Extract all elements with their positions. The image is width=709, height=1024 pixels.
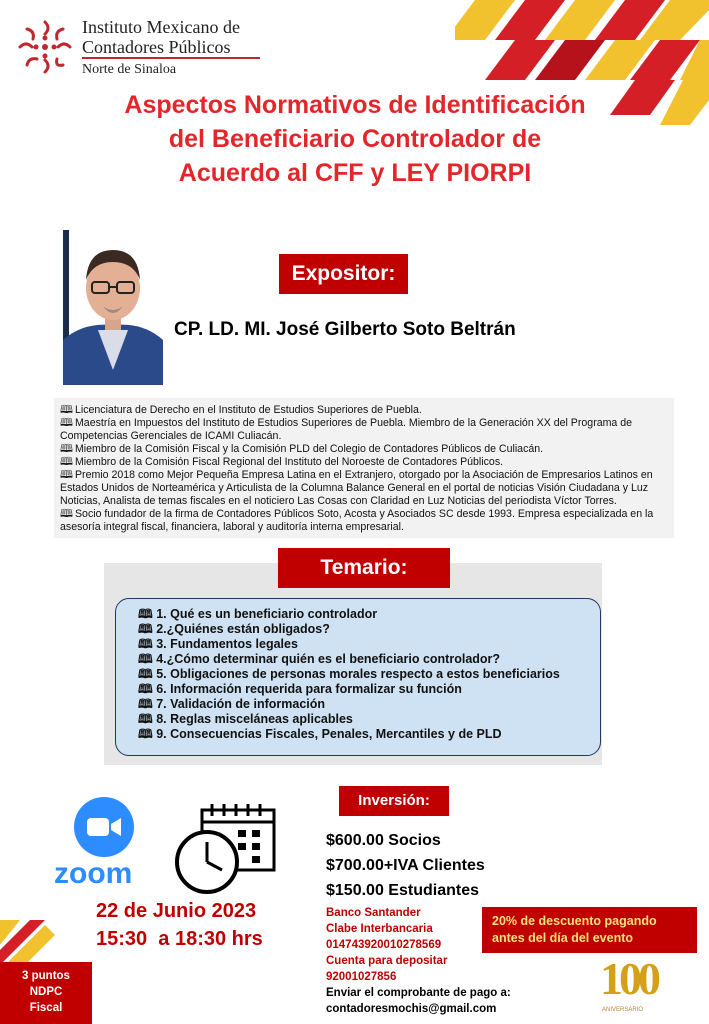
bookmark-icon: 🕮 [138, 622, 157, 636]
bio-item: 🕮 Socio fundador de la firma de Contadores Públicos Soto, Acosta y Asociados SC desde 1993. Empresa especializada en la asesoría integral fiscal, financiera, laboral y auditoría interna empresarial. [60, 508, 654, 533]
account-label: Cuenta para depositar [326, 955, 448, 967]
contact-email: contadoresmochis@gmail.com [326, 1003, 497, 1015]
price-clientes: $700.00+IVA Clientes [326, 857, 485, 874]
speaker-name: CP. LD. MI. José Gilberto Soto Beltrán [174, 319, 516, 340]
temario-item: 🕮 9. Consecuencias Fiscales, Penales, Mercantiles y de PLD [138, 727, 502, 741]
bookmark-icon: 🕮 [60, 508, 73, 520]
title-line1: Aspectos Normativos de Identificación [124, 91, 586, 119]
bio-item: 🕮 Licenciatura de Derecho en el Instituto de Estudios Superiores de Puebla. [60, 404, 422, 416]
temario-item: 🕮 1. Qué es un beneficiario controlador [138, 607, 378, 621]
title-line2: del Beneficiario Controlador de [168, 125, 542, 153]
logo-divider [82, 57, 260, 59]
temario-item: 🕮 8. Reglas misceláneas aplicables [138, 712, 353, 726]
points-line2: NDPC [29, 986, 63, 998]
clabe-number: 014743920010278569 [326, 939, 442, 951]
temario-item: 🕮 2.¿Quiénes están obligados? [138, 622, 330, 636]
speaker-photo [63, 230, 163, 385]
bookmark-icon: 🕮 [138, 637, 157, 651]
ndpc-points-badge [0, 962, 92, 1024]
org-name-line3: Norte de Sinaloa [82, 62, 177, 77]
price-socios: $600.00 Socios [326, 832, 441, 849]
imcp-logo-icon [14, 16, 76, 78]
temario-item: 🕮 4.¿Cómo determinar quién es el beneficiario controlador? [138, 652, 501, 666]
speaker-label: Expositor: [279, 254, 408, 294]
bookmark-icon: 🕮 [138, 712, 157, 726]
bookmark-icon: 🕮 [60, 404, 73, 416]
account-number: 92001027856 [326, 971, 397, 983]
bookmark-icon: 🕮 [138, 607, 157, 621]
discount-banner: 20% de descuento pagando antes del día del evento [482, 907, 697, 953]
bookmark-icon: 🕮 [60, 456, 73, 468]
bio-item: 🕮 Maestría en Impuestos del Instituto de Estudios Superiores de Puebla. Miembro de la Generación XX del Programa de Competencias Gerenciales de ICAMI Culiacán. [60, 417, 633, 442]
org-name-line2: Contadores Públicos [82, 37, 231, 57]
price-estudiantes: $150.00 Estudiantes [326, 882, 479, 899]
event-time: 15:30 a 18:30 hrs [96, 928, 263, 950]
bookmark-icon: 🕮 [60, 469, 73, 481]
bookmark-icon: 🕮 [60, 417, 73, 429]
anniversary-caption: ANIVERSARIO [602, 1007, 644, 1013]
bank-name: Banco Santander [326, 907, 421, 919]
bookmark-icon: 🕮 [138, 652, 157, 666]
event-title [60, 88, 650, 190]
zoom-camera-icon [74, 797, 134, 857]
price-list [326, 828, 485, 903]
bookmark-icon: 🕮 [138, 727, 157, 741]
bookmark-icon: 🕮 [138, 667, 157, 681]
send-receipt-label: Enviar el comprobante de pago a: [326, 987, 511, 999]
title-line3: Acuerdo al CFF y LEY PIORPI [178, 159, 532, 187]
temario-item: 🕮 7. Validación de información [138, 697, 326, 711]
temario-item: 🕮 3. Fundamentos legales [138, 637, 298, 651]
temario-label: Temario: [278, 548, 450, 588]
clabe-label: Clabe Interbancaria [326, 923, 433, 935]
points-line1: 3 puntos [22, 970, 70, 982]
org-name [82, 17, 240, 79]
temario-item: 🕮 6. Información requerida para formalizar su función [138, 682, 462, 696]
calendar-clock-icon [172, 800, 282, 900]
bookmark-icon: 🕮 [138, 697, 157, 711]
inversion-label: Inversión: [339, 786, 449, 816]
bookmark-icon: 🕮 [138, 682, 157, 696]
bookmark-icon: 🕮 [60, 443, 73, 455]
bio-item: 🕮 Miembro de la Comisión Fiscal y la Comisión PLD del Colegio de Contadores Públicos de Culiacán. [60, 443, 544, 455]
event-date: 22 de Junio 2023 [96, 900, 257, 922]
bio-item: 🕮 Premio 2018 como Mejor Pequeña Empresa Latina en el Extranjero, otorgado por la Asociación de Empresarios Latinos en Estados Unidos de Norteamérica y Articulista de la Columna Balance General en el portal de noticias Visión Ciudadana y Luz Noticias, Analista de temas fiscales en el noticiero Las Cosas con Claridad en Luz Noticias del periodista Víctor Torres. [60, 469, 653, 507]
anniversary-number: 100 [600, 953, 657, 1004]
temario-list [115, 598, 601, 756]
org-name-line1: Instituto Mexicano de [82, 17, 240, 37]
zoom-wordmark: zoom [54, 857, 133, 890]
bio-item: 🕮 Miembro de la Comisión Fiscal Regional del Instituto del Noroeste de Contadores Públicos. [60, 456, 504, 468]
speaker-bio [54, 398, 674, 538]
temario-item: 🕮 5. Obligaciones de personas morales respecto a estos beneficiarios [138, 667, 560, 681]
points-line3: Fiscal [29, 1002, 63, 1014]
